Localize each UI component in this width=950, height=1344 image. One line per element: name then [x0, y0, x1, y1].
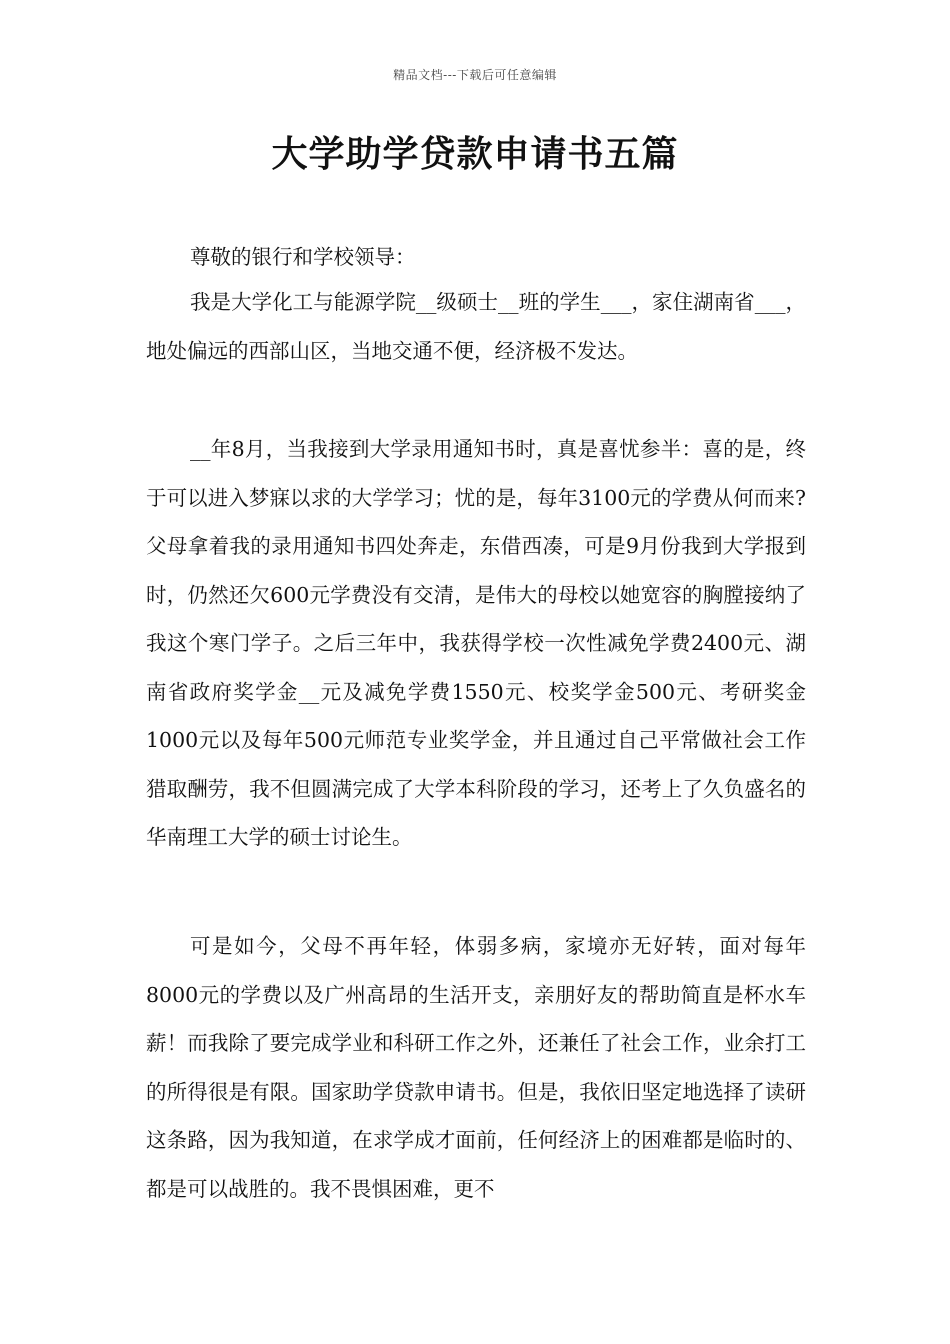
salutation-block [146, 233, 806, 282]
paragraph-3: 可是如今，父母不再年轻，体弱多病，家境亦无好转，面对每年8000元的学费以及广州高昂的生活开支，亲朋好友的帮助简直是杯水车薪！而我除了要完成学业和科研工作之外，还兼任了社会工作，业余打工的所得很是有限。国家助学贷款申请书。但是，我依旧坚定地选择了读研这条路，因为我知道，在求学成才面前，任何经济上的困难都是临时的、都是可以战胜的。我不畏惧困难，更不 [146, 934, 806, 1201]
paragraph-1-block [146, 278, 806, 375]
paragraph-2-block [146, 425, 806, 862]
document-title: 大学助学贷款申请书五篇 [271, 133, 679, 175]
header-note: 精品文档---下载后可任意编辑 [393, 68, 557, 82]
salutation: 尊敬的银行和学校领导： [190, 245, 416, 269]
paragraph-2: __年8月，当我接到大学录用通知书时，真是喜忧参半：喜的是，终于可以进入梦寐以求的大学学习；忧的是，每年3100元的学费从何而来?父母拿着我的录用通知书四处奔走，东借西凑，可是9月份我到大学报到时，仍然还欠600元学费没有交清，是伟大的母校以她宽容的胸膛接纳了我这个寒门学子。之后三年中，我获得学校一次性减免学费2400元、湖南省政府奖学金__元及减免学费1550元、校奖学金500元、考研奖金1000元以及每年500元师范专业奖学金，并且通过自己平常做社会工作猎取酬劳，我不但圆满完成了大学本科阶段的学习，还考上了久负盛名的华南理工大学的硕士讨论生。 [146, 437, 806, 849]
paragraph-3-block [146, 922, 806, 1213]
paragraph-1: 我是大学化工与能源学院__级硕士__班的学生___，家住湖南省___，地处偏远的西部山区，当地交通不便，经济极不发达。 [146, 290, 806, 363]
